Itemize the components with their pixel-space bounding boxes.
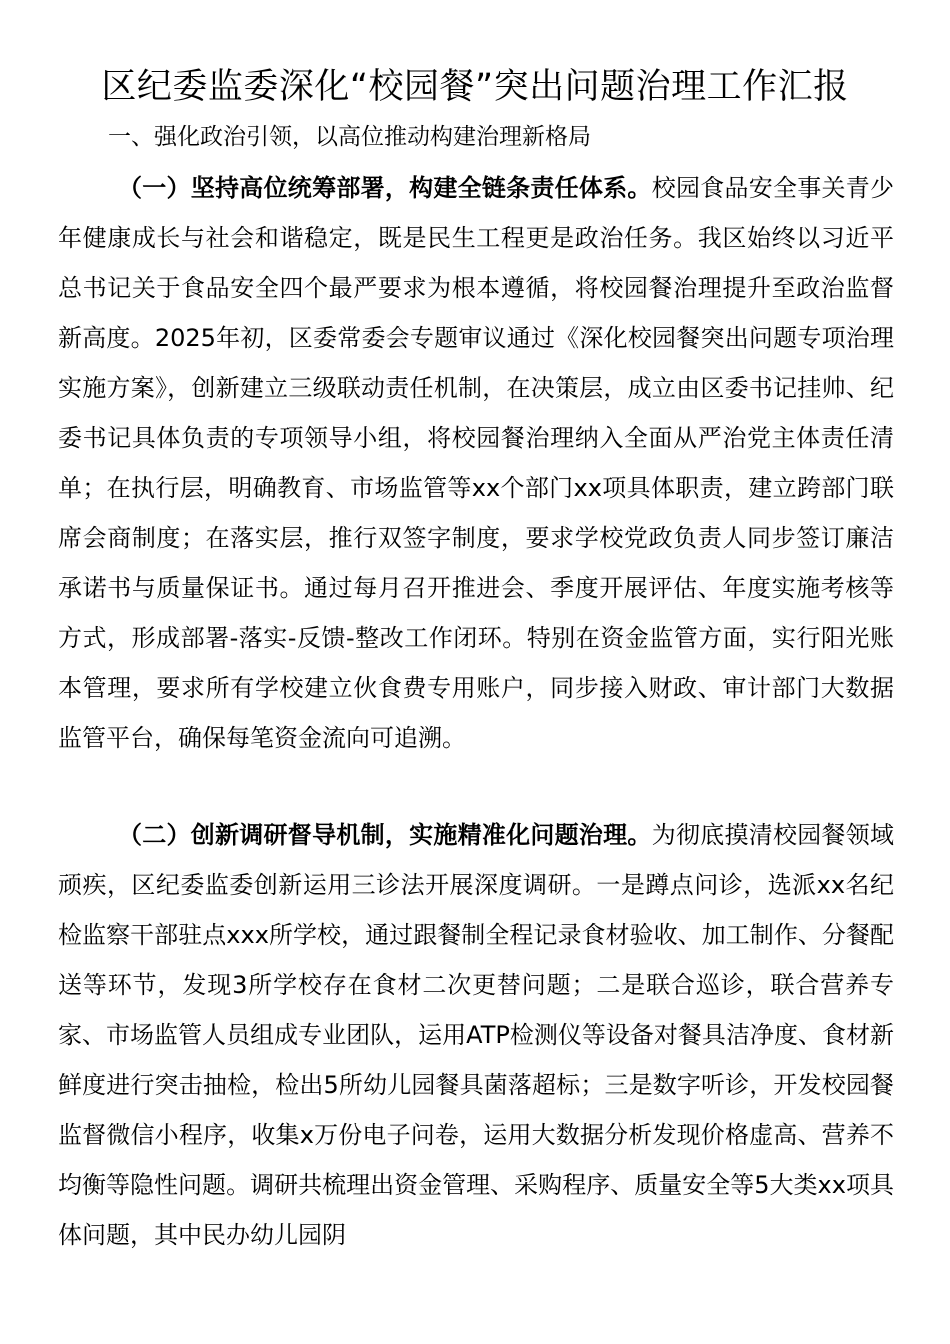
section-heading: 一、强化政治引领，以高位推动构建治理新格局 (108, 124, 591, 150)
paragraph-1 (58, 163, 894, 763)
paragraph-2 (58, 810, 894, 1260)
paragraph-1-body: 校园食品安全事关青少年健康成长与社会和谐稳定，既是民生工程更是政治任务。我区始终以习近平总书记关于食品安全四个最严要求为根本遵循，将校园餐治理提升至政治监督新高度。2025年初，区委常委会专题审议通过《深化校园餐突出问题专项治理实施方案》，创新建立三级联动责任机制，在决策层，成立由区委书记挂帅、纪委书记具体负责的专项领导小组，将校园餐治理纳入全面从严治党主体责任清单；在执行层，明确教育、市场监管等xx个部门xx项具体职责，建立跨部门联席会商制度；在落实层，推行双签字制度，要求学校党政负责人同步签订廉洁承诺书与质量保证书。通过每月召开推进会、季度开展评估、年度实施考核等方式，形成部署-落实-反馈-整改工作闭环。特别在资金监管方面，实行阳光账本管理，要求所有学校建立伙食费专用账户，同步接入财政、审计部门大数据监管平台，确保每笔资金流向可追溯。 (58, 174, 895, 752)
paragraph-2-body: 为彻底摸清校园餐领域顽疾，区纪委监委创新运用三诊法开展深度调研。一是蹲点问诊，选派xx名纪检监察干部驻点xxx所学校，通过跟餐制全程记录食材验收、加工制作、分餐配送等环节，发现3所学校存在食材二次更替问题；二是联合巡诊，联合营养专家、市场监管人员组成专业团队，运用ATP检测仪等设备对餐具洁净度、食材新鲜度进行突击抽检，检出5所幼儿园餐具菌落超标；三是数字听诊，开发校园餐监督微信小程序，收集x万份电子问卷，运用大数据分析发现价格虚高、营养不均衡等隐性问题。调研共梳理出资金管理、采购程序、质量安全等5大类xx项具体问题，其中民办幼儿园阴 (58, 821, 895, 1249)
document-title: 区纪委监委深化“校园餐”突出问题治理工作汇报 (101, 67, 849, 107)
paragraph-1-lead: （一）坚持高位统筹部署，构建全链条责任体系。 (118, 174, 652, 202)
paragraph-2-lead: （二）创新调研督导机制，实施精准化问题治理。 (118, 821, 652, 849)
